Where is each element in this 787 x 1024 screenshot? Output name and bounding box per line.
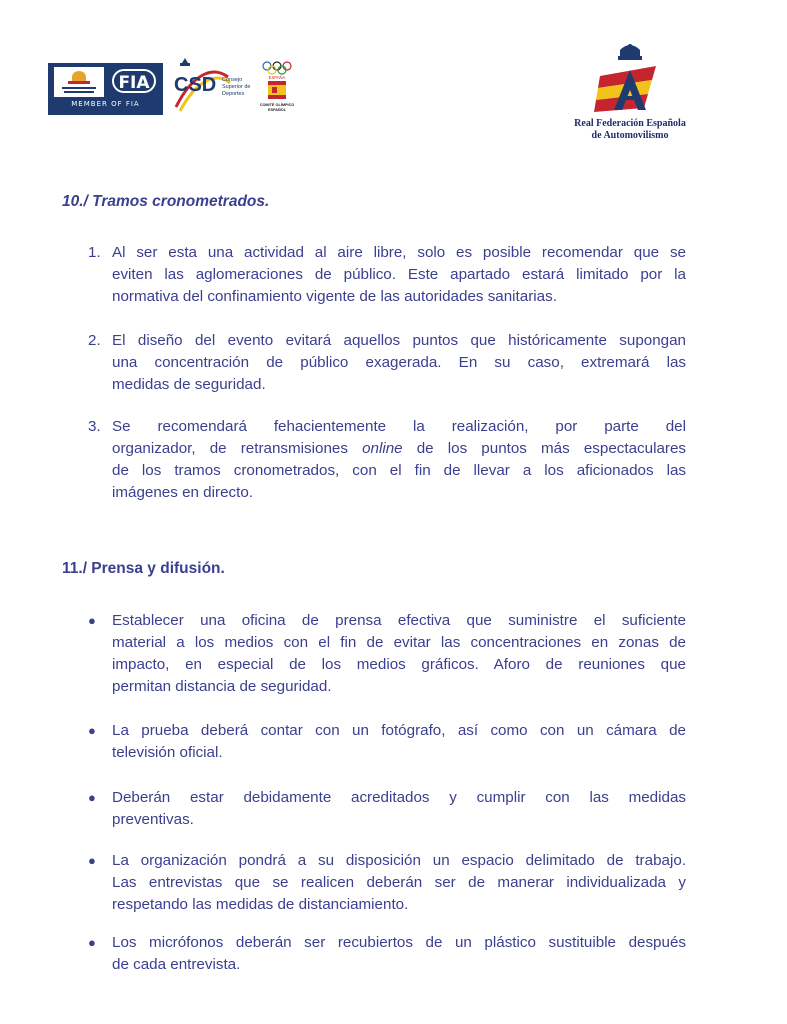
item-line: La organización pondrá a su disposición un espacio delimitado de trabajo. <box>112 852 686 869</box>
coe-caption-line-1: COMITÉ OLÍMPICO <box>260 103 294 107</box>
item-line: Los micrófonos deberán ser recubiertos de un plástico sustituible después <box>112 934 686 951</box>
csd-caption-line-1: Consejo <box>222 77 243 83</box>
coe-caption-line-2: ESPAÑOL <box>267 108 287 112</box>
item-line: eviten las aglomeraciones de público. Este apartado estará limitado por la <box>112 266 686 283</box>
member-of-fia-text: MEMBER OF FIA <box>71 100 140 108</box>
rfea-name <box>560 118 700 142</box>
list-item <box>112 932 686 976</box>
item-line: permitan distancia de seguridad. <box>112 678 332 695</box>
list-item <box>112 850 686 916</box>
item-line: Las entrevistas que se realicen deberán ser de manerar individualizada y <box>112 874 686 891</box>
bullet-icon: ● <box>88 723 96 738</box>
item-text: de los puntos más espectaculares <box>402 440 686 457</box>
item-line: respetando las medidas de distanciamiento. <box>112 896 409 913</box>
bullet-icon: ● <box>88 790 96 805</box>
csd-caption-line-2: Superior de <box>222 84 251 90</box>
item-line: La prueba deberá contar con un fotógrafo, así como con un cámara de <box>112 722 686 739</box>
fia-logo-text: FIA <box>112 69 156 93</box>
csd-acronym: CSD <box>174 74 217 96</box>
item-line: de los tramos cronometrados, con el fin de llevar a los aficionados las <box>112 462 686 479</box>
section-10-title: 10./ Tramos cronometrados. <box>62 193 270 210</box>
item-number: 3. <box>88 418 101 435</box>
item-line: medidas de seguridad. <box>112 376 266 393</box>
bullet-icon: ● <box>88 935 96 950</box>
section-11-title: 11./ Prensa y difusión. <box>62 560 225 577</box>
item-line: de cada entrevista. <box>112 956 241 973</box>
list-item <box>112 610 686 698</box>
item-number: 1. <box>88 244 101 261</box>
rfea-name-line-2: de Automovilismo <box>591 130 669 141</box>
item-line: Deberán estar debidamente acreditados y cumplir con las medidas <box>112 789 686 806</box>
item-line: televisión oficial. <box>112 744 223 761</box>
item-line: una concentración de público exagerada. En su caso, extremará las <box>112 354 686 371</box>
bullet-icon: ● <box>88 853 96 868</box>
item-number: 2. <box>88 332 101 349</box>
item-line: imágenes en directo. <box>112 484 253 501</box>
rfea-name-line-1: Real Federación Española <box>574 118 686 129</box>
list-item <box>112 416 686 504</box>
item-line: El diseño del evento evitará aquellos puntos que históricamente supongan <box>112 332 686 349</box>
italic-word: online <box>362 440 403 457</box>
page-header <box>0 0 787 150</box>
csd-logo <box>172 55 252 117</box>
item-line: Al ser esta una actividad al aire libre, solo es posible recomendar que se <box>112 244 686 261</box>
item-line-with-italic <box>112 438 686 460</box>
bullet-icon: ● <box>88 613 96 628</box>
item-line: preventivas. <box>112 811 194 828</box>
fia-member-logo <box>48 63 163 115</box>
list-item <box>112 787 686 831</box>
item-line: Se recomendará fehacientemente la realización, por parte del <box>112 418 686 435</box>
coe-logo <box>260 60 294 118</box>
list-item <box>112 330 686 396</box>
list-item <box>112 720 686 764</box>
item-line: impacto, en especial de los medios gráficos. Aforo de reuniones que <box>112 656 686 673</box>
item-line: Establecer una oficina de prensa efectiva que suministre el suficiente <box>112 612 686 629</box>
rfea-mini-logo <box>54 67 104 97</box>
csd-caption-line-3: Deportes <box>222 91 245 97</box>
item-text: organizador, de retransmisiones <box>112 440 363 457</box>
item-line: material a los medios con el fin de evitar las concentraciones en zonas de <box>112 634 686 651</box>
item-line: normativa del confinamiento vigente de las autoridades sanitarias. <box>112 288 557 305</box>
list-item <box>112 242 686 308</box>
coe-caption-country: ESPAÑA <box>268 75 286 80</box>
